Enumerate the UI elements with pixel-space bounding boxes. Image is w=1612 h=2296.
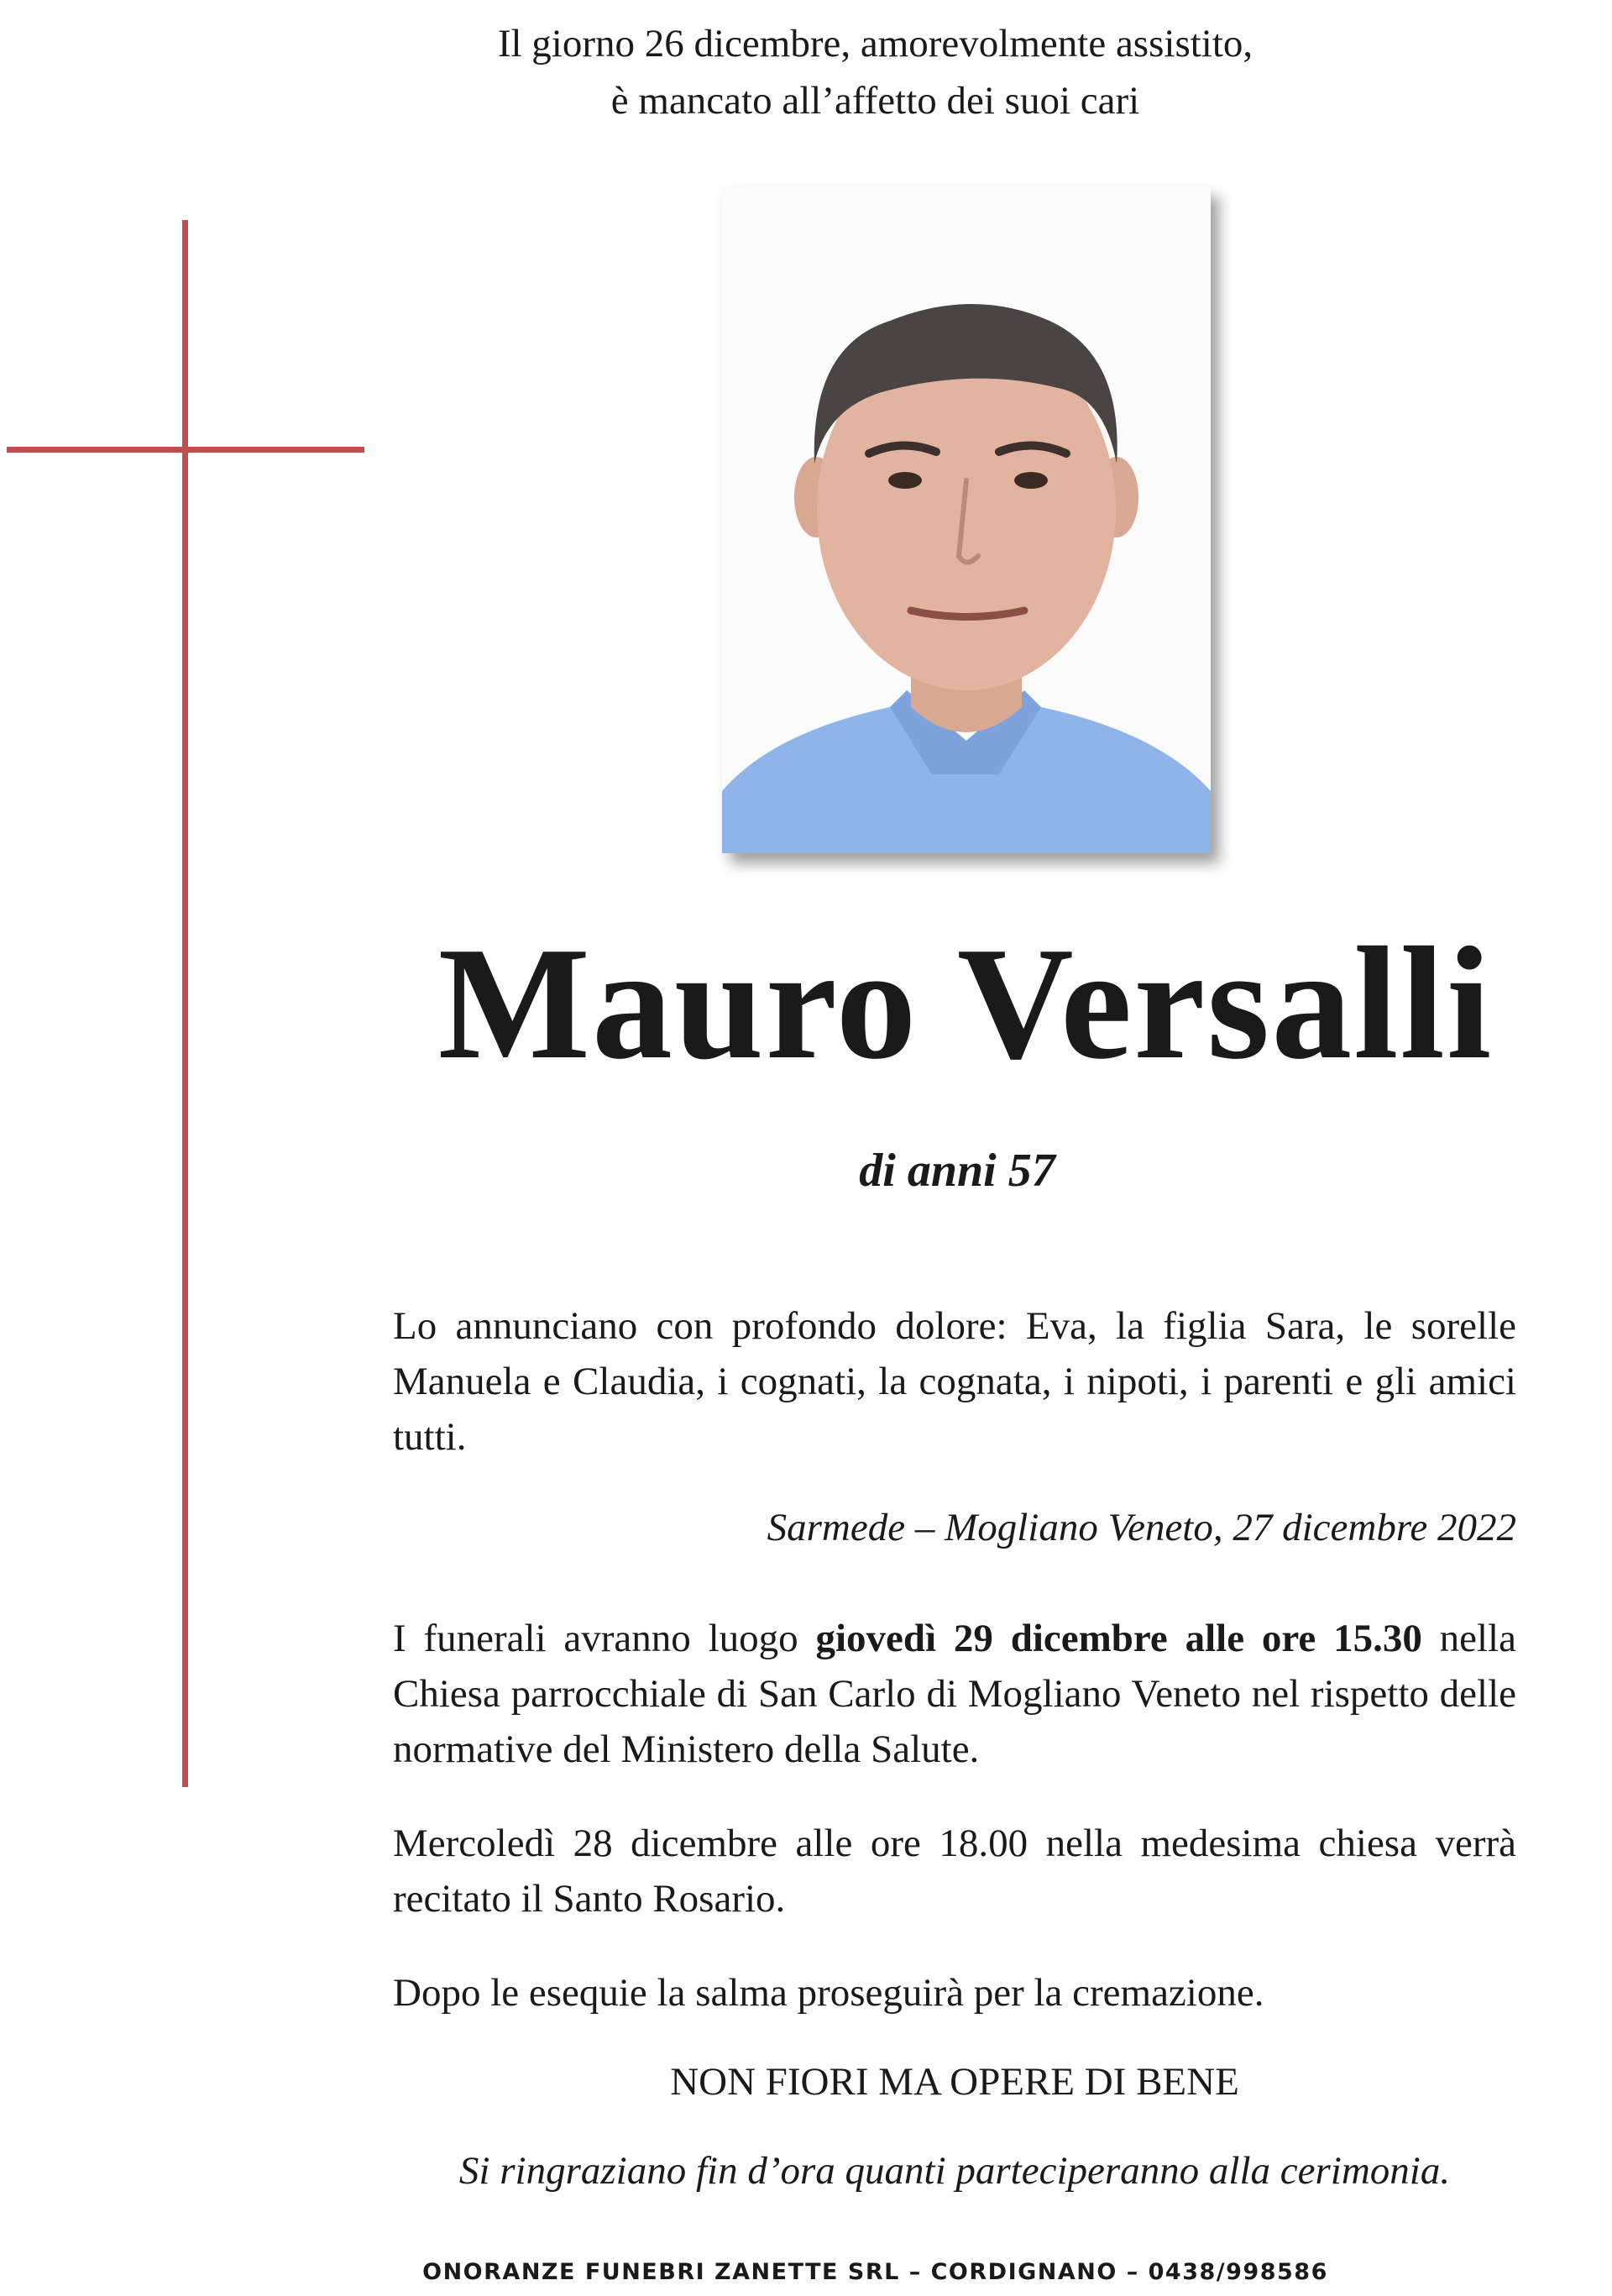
funeral-suffix: nella Chiesa parrocchiale di San Carlo di Mogliano Veneto nel rispetto delle normative del Ministero della Salute. — [393, 1617, 1516, 1771]
intro-line-2: è mancato all’affetto dei suoi cari — [610, 79, 1140, 123]
cremation-paragraph: Dopo le esequie la salma proseguirà per la cremazione. — [393, 1971, 1264, 2015]
funeral-date-time: giovedì 29 dicembre alle ore 15.30 — [815, 1617, 1422, 1660]
flowers-notice: NON FIORI MA OPERE DI BENE — [670, 2060, 1239, 2104]
intro-line-1: Il giorno 26 dicembre, amorevolmente assistito, — [497, 22, 1253, 66]
funeral-home-footer: ONORANZE FUNEBRI ZANETTE SRL – CORDIGNANO – 0438/998586 — [422, 2259, 1328, 2285]
deceased-name: Mauro Versalli — [437, 914, 1494, 1093]
intro-text — [0, 15, 1612, 129]
rosary-paragraph: Mercoledì 28 dicembre alle ore 18.00 nella medesima chiesa verrà recitato il Santo Rosario. — [393, 1822, 1516, 1921]
portrait-illustration — [722, 186, 1211, 853]
funeral-paragraph — [393, 1611, 1516, 1777]
cross-vertical-bar — [182, 220, 188, 1787]
funeral-prefix: I funerali avranno luogo — [393, 1617, 816, 1660]
portrait-photo — [722, 186, 1211, 853]
place-date-line: Sarmede – Mogliano Veneto, 27 dicembre 2022 — [767, 1506, 1516, 1549]
cross-horizontal-bar — [7, 447, 364, 453]
thanks-line: Si ringraziano fin d’ora quanti parteciperanno alla cerimonia. — [458, 2149, 1451, 2193]
deceased-age: di anni 57 — [859, 1145, 1055, 1197]
announcement-paragraph: Lo annunciano con profondo dolore: Eva, la figlia Sara, le sorelle Manuela e Claudia, i cognati, la cognata, i nipoti, i parenti e gli amici tutti. — [393, 1304, 1516, 1459]
